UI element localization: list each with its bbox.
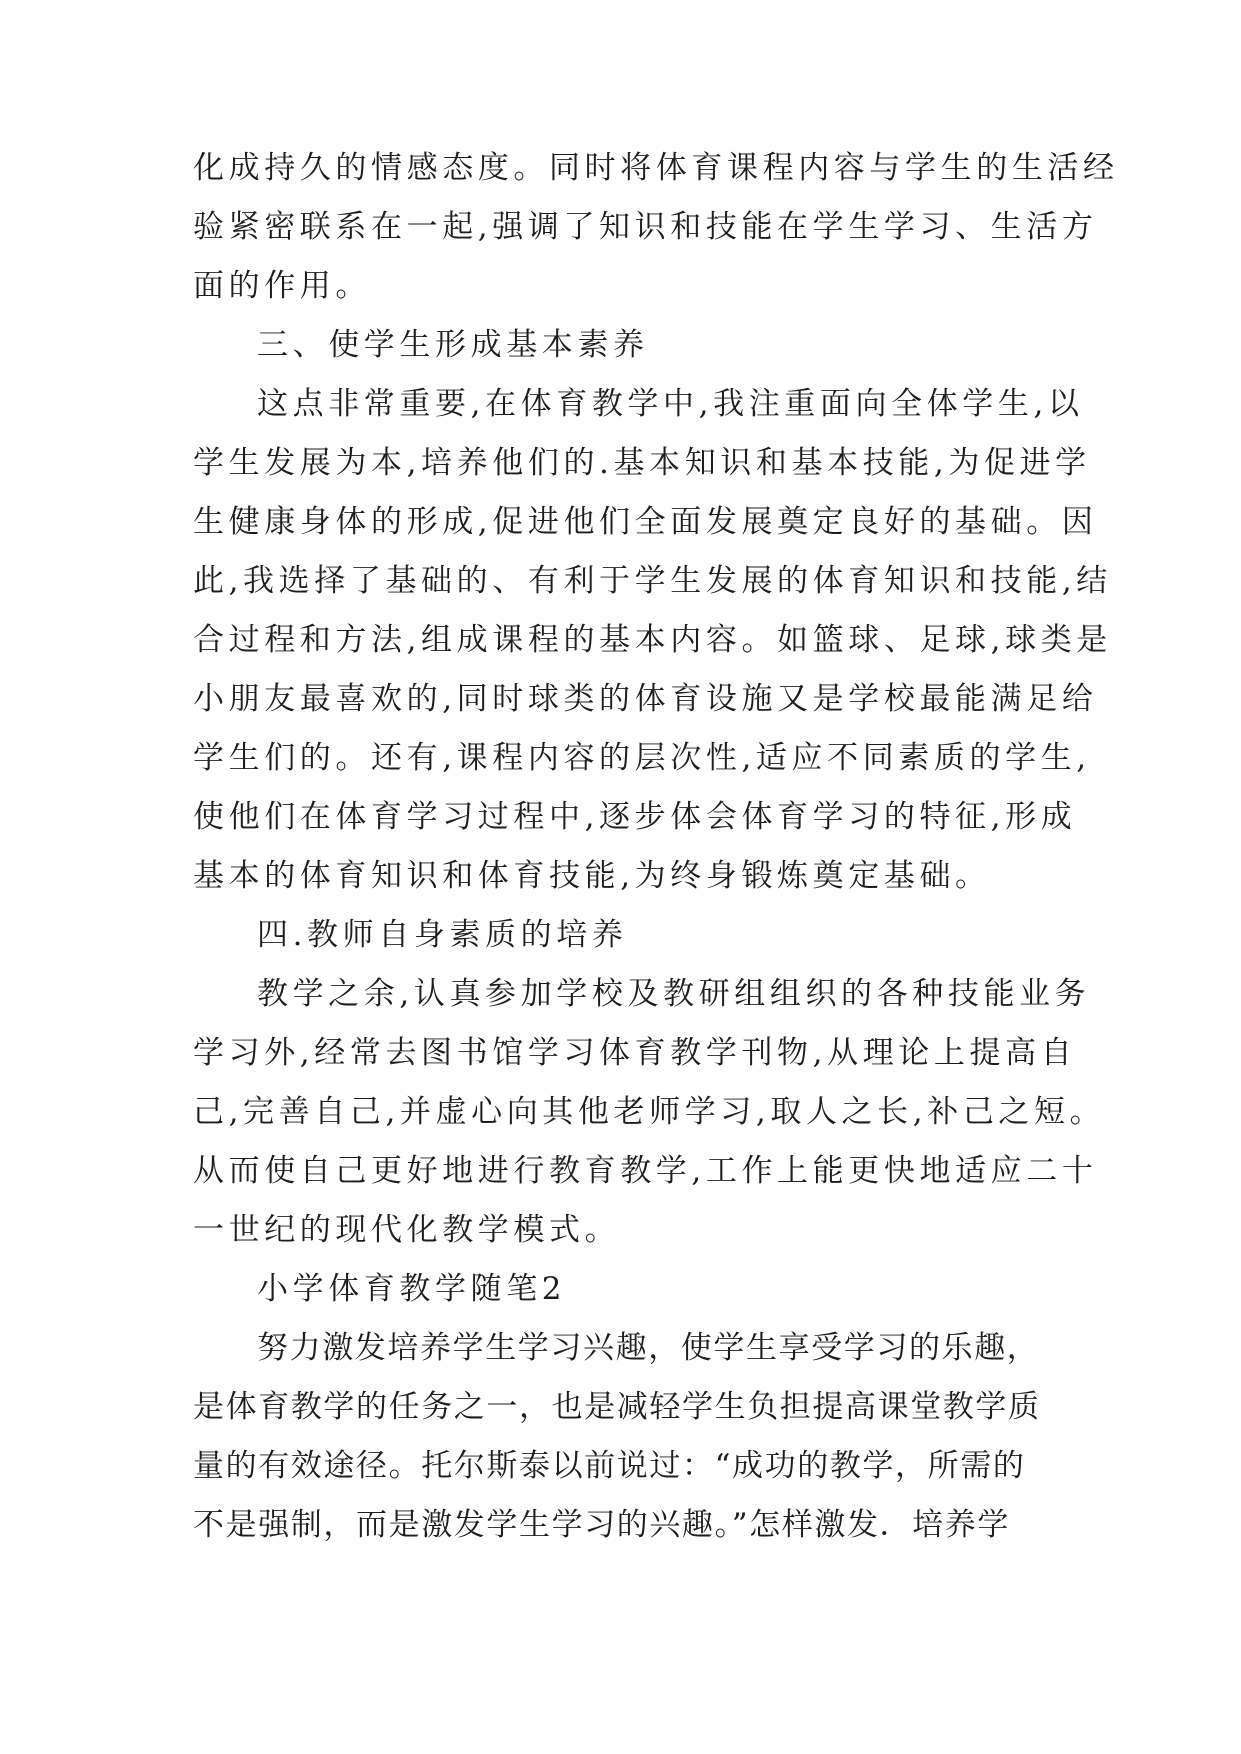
body-text-line: 生健康身体的形成,促进他们全面发展奠定良好的基础。因 (193, 504, 1098, 540)
body-text-line: 化成持久的情感态度。同时将体育课程内容与学生的生活经 (193, 150, 1119, 186)
body-text-line: 使他们在体育学习过程中,逐步体会体育学习的特征,形成 (193, 799, 1077, 835)
body-text-line: 努力激发培养学生学习兴趣，使学生享受学习的乐趣， (257, 1330, 1040, 1366)
section-heading: 三、使学生形成基本素养 (257, 327, 649, 363)
body-text-line: 面的作用。 (193, 268, 371, 304)
section-heading: 四.教师自身素质的培养 (257, 917, 628, 953)
body-text-line: 验紧密联系在一起,强调了知识和技能在学生学习、生活方 (193, 209, 1098, 245)
body-text-line: 基本的体育知识和体育技能,为终身锻炼奠定基础。 (193, 858, 991, 894)
body-text-line: 此,我选择了基础的、有利于学生发展的体育知识和技能,结 (193, 563, 1112, 599)
body-text-line: 学生们的。还有,课程内容的层次性,适应不同素质的学生, (193, 740, 1091, 776)
body-text-line: 学习外,经常去图书馆学习体育教学刊物,从理论上提高自 (193, 1035, 1077, 1071)
body-text-line: 不是强制，而是激发学生学习的兴趣。”怎样激发．培养学 (193, 1507, 1010, 1543)
body-text-line: 量的有效途径。托尔斯泰以前说过：“成功的教学，所需的 (193, 1448, 1026, 1484)
body-text-line: 学生发展为本,培养他们的.基本知识和基本技能,为促进学 (193, 445, 1091, 481)
body-text-line: 教学之余,认真参加学校及教研组组织的各种技能业务 (257, 976, 1091, 1012)
body-text-line: 从而使自己更好地进行教育教学,工作上能更快地适应二十 (193, 1153, 1098, 1189)
article-title: 小学体育教学随笔2 (257, 1271, 567, 1307)
body-text-line: 合过程和方法,组成课程的基本内容。如篮球、足球,球类是 (193, 622, 1112, 658)
body-text-line: 这点非常重要,在体育教学中,我注重面向全体学生,以 (257, 386, 1084, 422)
body-text-line: 小朋友最喜欢的,同时球类的体育设施又是学校最能满足给 (193, 681, 1098, 717)
body-text-line: 己,完善自己,并虚心向其他老师学习,取人之长,补己之短。 (193, 1094, 1106, 1130)
body-text-line: 一世纪的现代化教学模式。 (193, 1212, 621, 1248)
body-text-line: 是体育教学的任务之一，也是减轻学生负担提高课堂教学质 (193, 1389, 1041, 1425)
